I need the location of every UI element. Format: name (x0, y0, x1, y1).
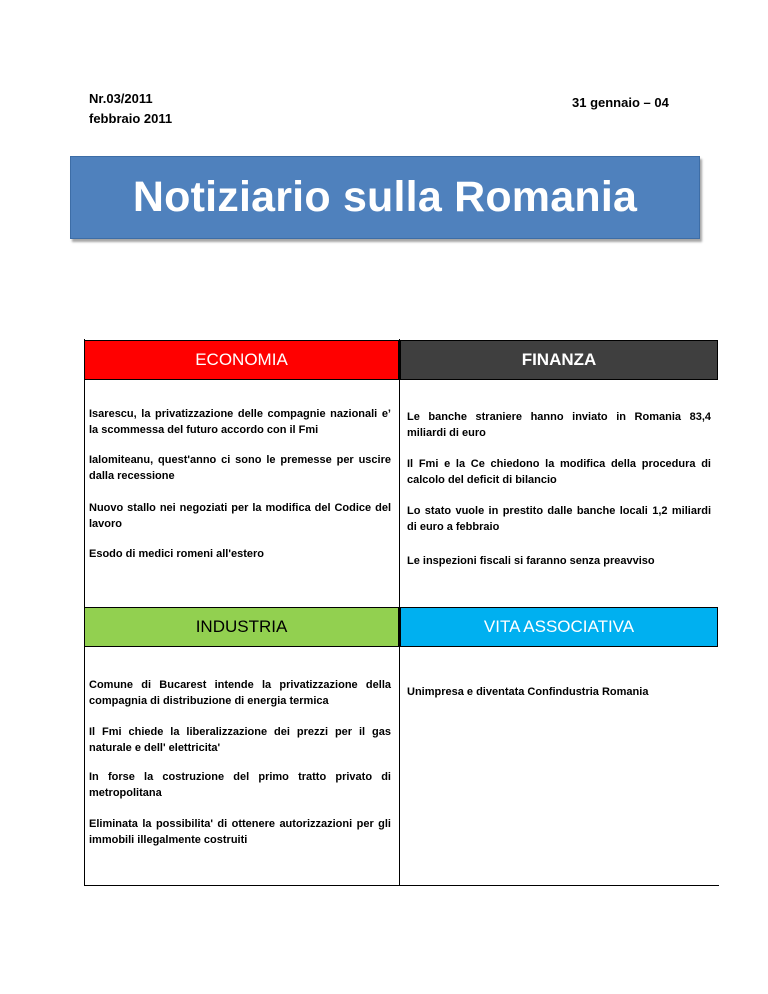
industria-item: In forse la costruzione del primo tratto privato di metropolitana (89, 771, 391, 799)
economia-item: Esodo di medici romeni all'estero (89, 548, 264, 560)
section-header-industria: INDUSTRIA (84, 607, 399, 647)
vita-associativa-item: Unimpresa e diventata Confindustria Romania (407, 686, 649, 698)
title-banner (70, 156, 700, 239)
section-header-finanza: FINANZA (400, 340, 718, 380)
issue-info (89, 89, 172, 129)
finanza-item: Le inspezioni fiscali si faranno senza preavviso (407, 555, 655, 567)
industria-item: Il Fmi chiede la liberalizzazione dei prezzi per il gas naturale e dell' elettricita' (89, 726, 391, 754)
finanza-item: Lo stato vuole in prestito dalle banche locali 1,2 miliardi di euro a febbraio (407, 505, 711, 533)
issue-date-end: febbraio 2011 (89, 111, 173, 126)
section-header-vita-associativa: VITA ASSOCIATIVA (400, 607, 718, 647)
economia-item: Nuovo stallo nei negoziati per la modifica del Codice del lavoro (89, 502, 391, 530)
issue-number: Nr.03/2011 (89, 91, 153, 106)
page-title: Notiziario sulla Romania (132, 173, 638, 221)
issue-date-start: 31 gennaio – 04 (572, 95, 669, 110)
finanza-item: Il Fmi e la Ce chiedono la modifica della procedura di calcolo del deficit di bilancio (407, 458, 711, 486)
economia-item: Ialomiteanu, quest'anno ci sono le premesse per uscire dalla recessione (89, 454, 391, 482)
economia-item: Isarescu, la privatizzazione delle compagnie nazionali e’ la scommessa del futuro accordo con il Fmi (89, 408, 391, 436)
industria-item: Comune di Bucarest intende la privatizzazione della compagnia di distribuzione di energia termica (89, 679, 391, 707)
finanza-item: Le banche straniere hanno inviato in Romania 83,4 miliardi di euro (407, 411, 711, 439)
industria-item: Eliminata la possibilita' di ottenere autorizzazioni per gli immobili illegalmente costruiti (89, 818, 391, 846)
section-header-economia: ECONOMIA (84, 340, 399, 380)
